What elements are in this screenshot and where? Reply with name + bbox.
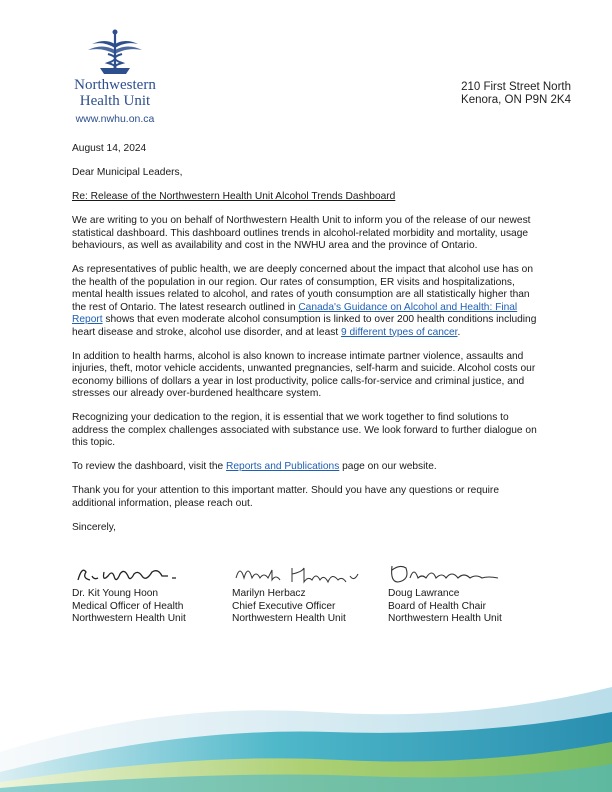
paragraph-2-text-c: . [457,326,461,338]
nwhu-logo [60,28,170,128]
signatory-3-org: Northwestern Health Unit [388,613,502,624]
org-name-line1: Northwestern [74,77,156,93]
paragraph-2-text-b: shows that even moderate alcohol consumption is linked to over 200 health conditions including heart disease and stroke, alcohol use disorder, and at least [72,314,537,338]
closing: Sincerely, [72,521,116,533]
return-address [461,81,571,107]
signatory-3 [388,562,538,626]
address-line2: Kenora, ON P9N 2K4 [461,94,571,106]
letter-body [72,143,542,546]
signature-3-image [388,562,518,586]
caduceus-logo-icon [80,28,150,76]
reports-publications-link[interactable]: Reports and Publications [226,461,340,472]
website-link[interactable]: www.nwhu.on.ca [75,113,155,125]
guidance-report-link[interactable]: Canada's Guidance on Alcohol and Health: Final Report [72,301,518,325]
signatory-3-name: Doug Lawrance [388,588,460,599]
paragraph-6: Thank you for your attention to this important matter. Should you have any questions or require additional information, please reach out. [72,485,499,509]
org-name-line2: Health Unit [79,93,151,109]
signatory-1-title: Medical Officer of Health [72,600,184,612]
salutation: Dear Municipal Leaders, [72,167,183,178]
paragraph-5-text-a: To review the dashboard, visit the [72,461,227,472]
cancer-types-link[interactable]: 9 different types of cancer [341,326,458,338]
subject-line: Re: Release of the Northwestern Health Unit Alcohol Trends Dashboard [72,191,396,202]
signatory-1-org: Northwestern Health Unit [72,613,186,624]
paragraph-5 [72,461,542,474]
footer-wave-decoration [0,682,612,792]
signatory-2-title: Chief Executive Officer [232,600,336,612]
paragraph-2-text-a: As representatives of public health, we are deeply concerned about the impact that alcohol use has on the health of the population in our region. Our rates of consumption, ER visits and hospitalizations, mental health issues related to alcohol, and rates of youth consumption are all statistically higher than the rest of Ontario. The latest research outlined in [72,264,533,313]
signature-2-image [232,562,372,586]
signatory-3-title: Board of Health Chair [388,600,486,612]
address-line1: 210 First Street North [461,81,571,93]
letter-date: August 14, 2024 [72,143,147,154]
signatory-2-name: Marilyn Herbacz [232,588,306,599]
signatory-1 [72,562,222,626]
signatory-2-org: Northwestern Health Unit [232,613,346,624]
signatory-1-name: Dr. Kit Young Hoon [72,588,159,599]
signature-1-image [72,562,202,586]
signatory-2 [232,562,382,626]
paragraph-5-text-b: page on our website. [339,461,437,472]
paragraph-1: We are writing to you on behalf of Northwestern Health Unit to inform you of the release of our newest statistical dashboard. This dashboard outlines trends in alcohol-related morbidity and mortality, usage behaviours, as well as availability and cost in the NWHU area and the province of Ontario. [72,215,531,251]
paragraph-3: In addition to health harms, alcohol is also known to increase intimate partner violence, assaults and injuries, theft, motor vehicle accidents, unwanted pregnancies, self-harm and suicide. Alcohol costs our economy billions of dollars a year in lost productivity, police calls-for-service and criminal justice, and stresses our already over-burdened healthcare system. [72,350,536,399]
paragraph-4: Recognizing your dedication to the region, it is essential that we work together to find solutions to address the complex challenges associated with substance use. We look forward to further dialogue on this topic. [72,412,537,448]
paragraph-2 [72,264,542,339]
